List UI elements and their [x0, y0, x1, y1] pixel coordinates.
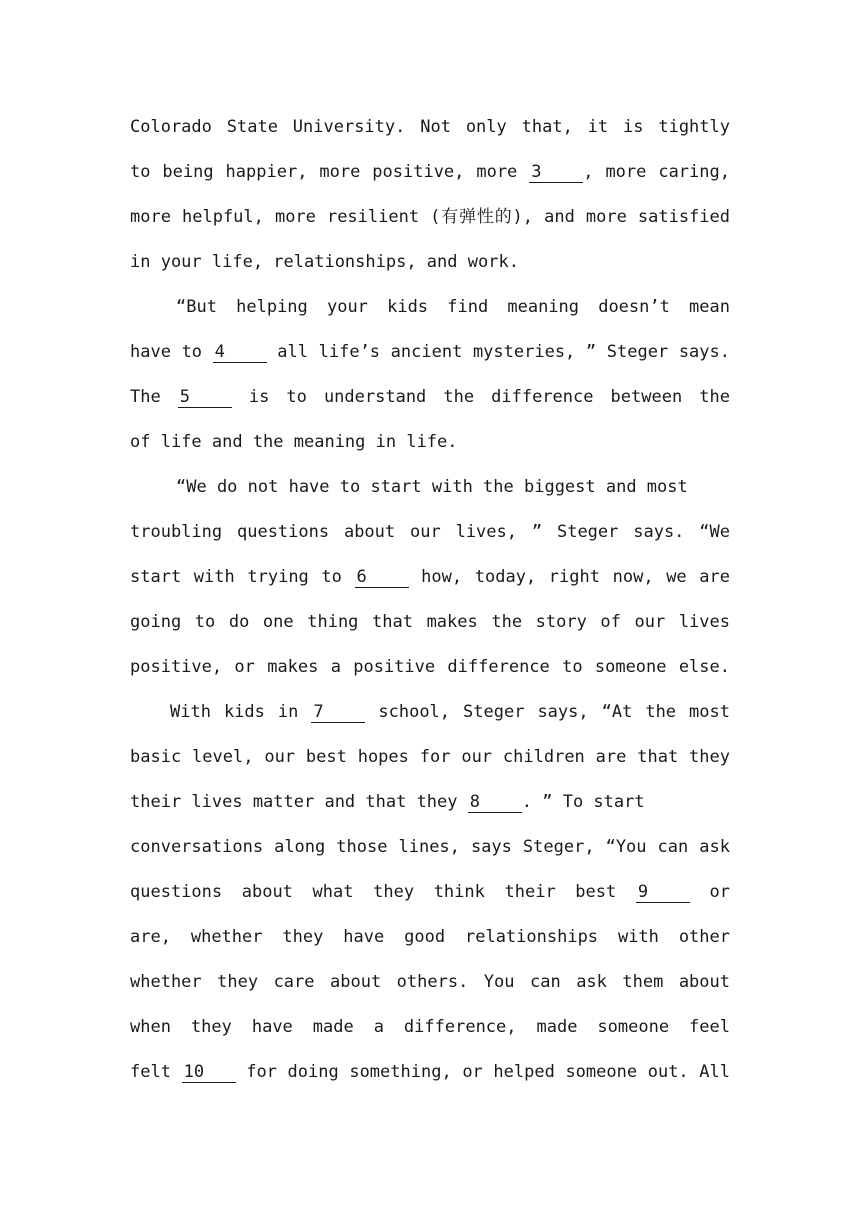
text-segment: Colorado State University. Not only that, it is tightly	[130, 117, 730, 137]
text-segment: “But helping your kids find meaning doesn’t mean	[176, 297, 730, 317]
text-line	[130, 870, 730, 915]
text-line	[130, 915, 730, 960]
blank-number: 7	[311, 702, 365, 723]
text-segment: whether they care about others. You can ask them about	[130, 972, 730, 992]
blank-number: 9	[636, 882, 690, 903]
blank-number: 10	[182, 1062, 236, 1083]
text-segment: . ” To start	[521, 792, 645, 812]
text-segment: of life and the meaning in life.	[130, 432, 458, 452]
text-segment: “We do not have to start with the biggest and most	[176, 477, 688, 497]
text-segment: their lives matter and that they	[130, 792, 468, 812]
text-line	[130, 150, 730, 195]
text-line	[130, 690, 730, 735]
text-line	[130, 600, 730, 645]
text-segment: conversations along those lines, says Steger, “You can ask	[130, 837, 730, 857]
text-segment: for doing something, or helped someone out. All	[235, 1062, 730, 1082]
text-segment: questions about what they think their best	[130, 882, 636, 902]
text-segment: going to do one thing that makes the story of our lives	[130, 612, 730, 632]
text-segment: school, Steger says, “At the most	[365, 702, 730, 722]
text-segment: all life’s ancient mysteries, ” Steger says.	[266, 342, 730, 362]
text-line	[130, 105, 730, 150]
text-line	[130, 330, 730, 375]
blank-number: 8	[468, 792, 522, 813]
blank-number: 4	[213, 342, 267, 363]
text-line	[130, 285, 730, 330]
text-segment: With kids in	[170, 702, 312, 722]
text-segment: , more caring,	[583, 162, 730, 182]
text-segment: start with trying to	[130, 567, 355, 587]
text-line	[130, 510, 730, 555]
text-line	[130, 645, 730, 690]
text-line	[130, 960, 730, 1005]
text-segment: basic level, our best hopes for our children are that they	[130, 747, 730, 767]
blank-number: 6	[355, 567, 409, 588]
text-line	[130, 825, 730, 870]
text-segment: troubling questions about our lives, ” Steger says. “We	[130, 522, 730, 542]
text-line	[130, 240, 730, 285]
text-segment: is to understand the difference between the	[248, 387, 730, 407]
text-segment: how, today, right now, we are	[408, 567, 730, 587]
text-segment: are, whether they have good relationships with other	[130, 927, 730, 947]
text-line	[130, 375, 730, 420]
text-segment: in your life, relationships, and work.	[130, 252, 519, 272]
blank-number: 3	[529, 162, 583, 183]
text-segment: positive, or makes a positive difference to someone else.	[130, 657, 730, 677]
text-line	[130, 1050, 730, 1095]
text-line	[130, 195, 730, 240]
text-line	[130, 735, 730, 780]
passage-text	[130, 105, 730, 1095]
text-line	[130, 420, 730, 465]
text-segment: felt	[130, 1062, 182, 1082]
text-segment: when they have made a difference, made someone feel	[130, 1017, 730, 1037]
text-line	[130, 465, 730, 510]
blank-number: 5	[178, 387, 232, 408]
text-segment: to being happier, more positive, more	[130, 162, 530, 182]
text-line	[130, 780, 730, 825]
text-segment: more helpful, more resilient (有弹性的), and more satisfied	[130, 207, 730, 227]
text-line	[130, 555, 730, 600]
text-line	[130, 1005, 730, 1050]
text-segment: or	[709, 882, 730, 902]
text-segment: The	[130, 387, 178, 407]
text-segment: have to	[130, 342, 213, 362]
